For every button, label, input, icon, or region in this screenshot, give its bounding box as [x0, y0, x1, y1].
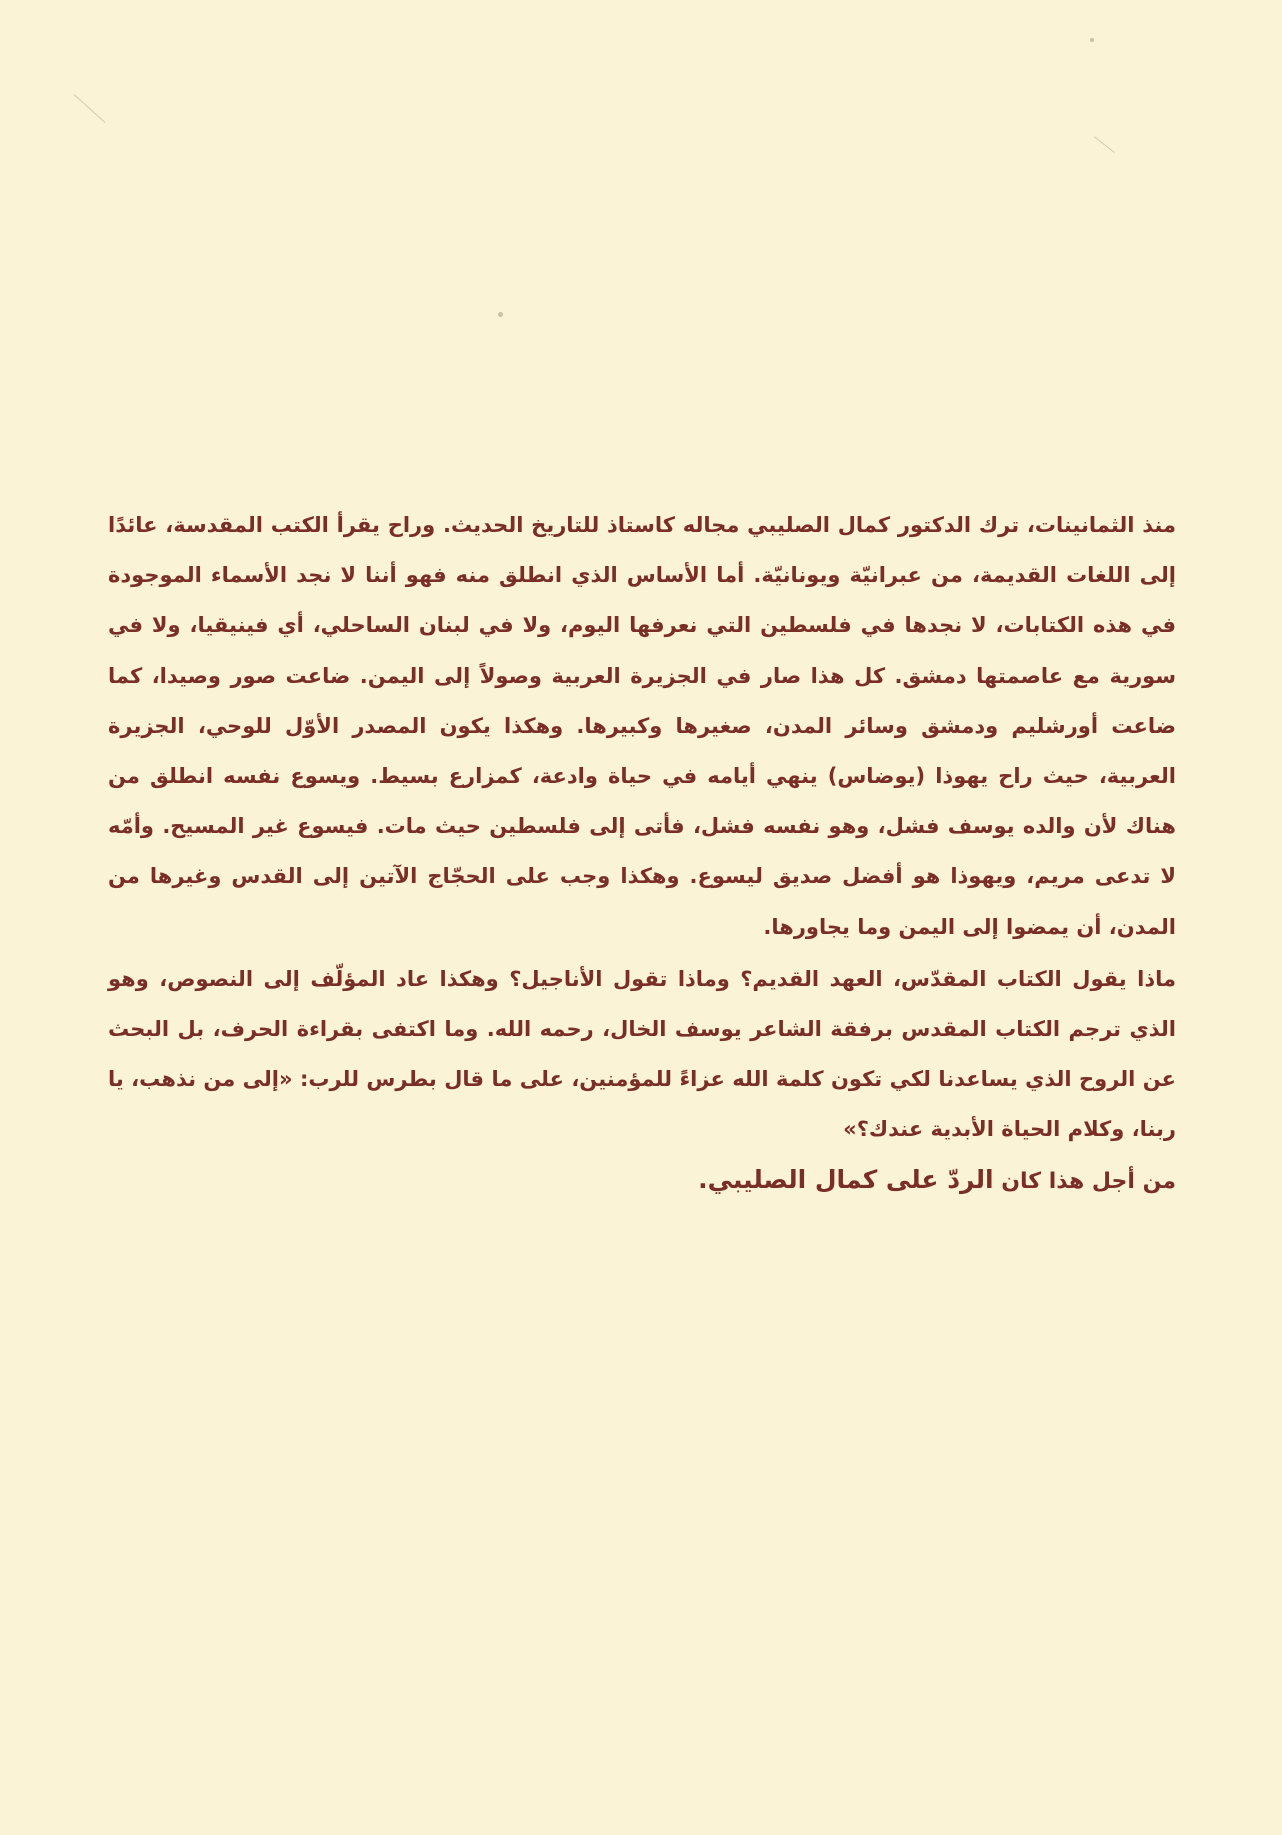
paper-scratch-mark — [74, 94, 106, 123]
paper-speck — [1090, 38, 1094, 42]
paper-speck — [498, 312, 503, 317]
closing-prefix: من أجل هذا كان — [993, 1168, 1176, 1194]
paper-scratch-mark — [1094, 136, 1115, 153]
blurb-closing-line — [108, 1155, 1176, 1207]
closing-emphasis: الردّ على كمال الصليبي. — [698, 1164, 994, 1194]
blurb-paragraph-two: ماذا يقول الكتاب المقدّس، العهد القديم؟ وماذا تقول الأناجيل؟ وهكذا عاد المؤلّف إلى النصوص، وهو الذي ترجم الكتاب المقدس برفقة الشاعر يوسف الخال، رحمه الله. وما اكتفى بقراءة الحرف، بل البحث عن الروح الذي يساعدنا لكي تكون كلمة الله عزاءً للمؤمنين، على ما قال بطرس للرب: «إلى من نذهب، يا ربنا، وكلام الحياة الأبدية عندك؟» — [108, 966, 1176, 1142]
blurb-text — [108, 500, 1176, 1207]
blurb-paragraph-one: منذ الثمانينات، ترك الدكتور كمال الصليبي مجاله كاستاذ للتاريخ الحديث. وراح يقرأ الكتب المقدسة، عائدًا إلى اللغات القديمة، من عبرانيّة ويونانيّة. أما الأساس الذي انطلق منه فهو أننا لا نجد الأسماء الموجودة في هذه الكتابات، لا نجدها في فلسطين التي نعرفها اليوم، ولا في لبنان الساحلي، أي فينيقيا، ولا في سورية مع عاصمتها دمشق. كل هذا صار في الجزيرة العربية وصولاً إلى اليمن. ضاعت صور وصيدا، كما ضاعت أورشليم ودمشق وسائر المدن، صغيرها وكبيرها. وهكذا يكون المصدر الأوّل للوحي، الجزيرة العربية، حيث راح يهوذا (يوضاس) ينهي أيامه في حياة وادعة، كمزارع بسيط. ويسوع نفسه انطلق من هناك لأن والده يوسف فشل، وهو نفسه فشل، فأتى إلى فلسطين حيث مات. فيسوع غير المسيح. وأمّه لا تدعى مريم، ويهوذا هو أفضل صديق ليسوع. وهكذا وجب على الحجّاج الآتين إلى القدس وغيرها من المدن، أن يمضوا إلى اليمن وما يجاورها. — [108, 513, 1176, 939]
